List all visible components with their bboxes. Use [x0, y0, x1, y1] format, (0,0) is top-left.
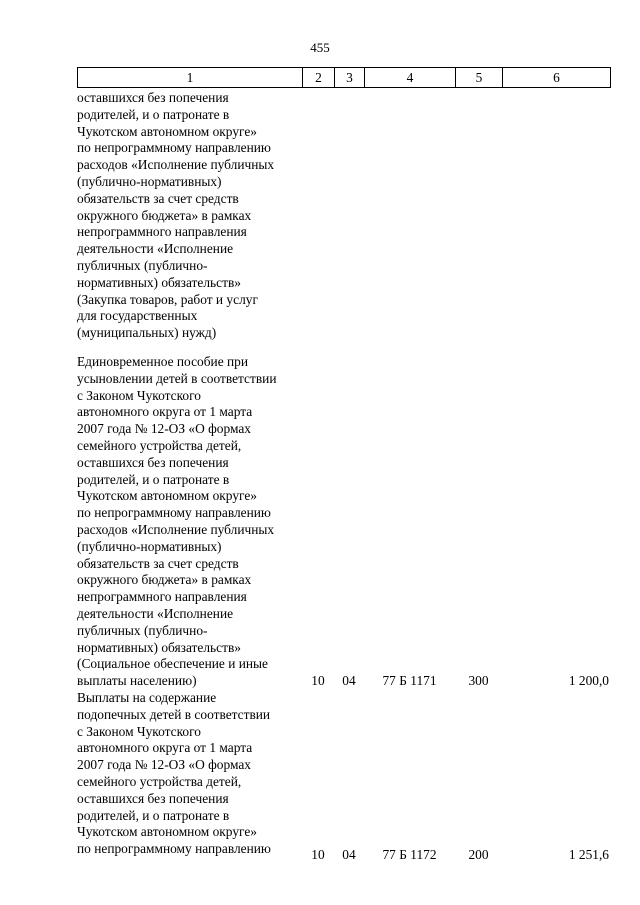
amount-value: 1 251,6 [568, 847, 609, 862]
column-header-6: 6 [503, 68, 611, 88]
amount-value: 1 200,0 [568, 673, 609, 688]
column-header-1: 1 [78, 68, 303, 88]
page-number: 455 [310, 40, 330, 55]
column-header-3: 3 [335, 68, 365, 88]
section-code: 10 [311, 673, 325, 688]
subsection-code: 04 [342, 847, 356, 862]
subsection-code: 04 [342, 673, 356, 688]
expense-type-code: 200 [468, 847, 489, 862]
row-description: Выплаты на содержание подопечных детей в соответствии с Законом Чукотского автономного округа от 1 марта 2007 года № 12-ОЗ «О формах семейного устройства детей, оставшихся без попечения родителей, и о патронате в Чукотском автономном округе» по непрограммному направлению [77, 690, 271, 857]
target-article-code: 77 Б 1172 [382, 847, 437, 862]
expense-type-code: 300 [468, 673, 489, 688]
column-header-table [77, 67, 611, 88]
column-header-5: 5 [456, 68, 503, 88]
row-description: Единовременное пособие при усыновлении детей в соответствии с Законом Чукотского автономного округа от 1 марта 2007 года № 12-ОЗ «О формах семейного устройства детей, оставшихся без попечения родителей, и о патронате в Чукотском автономном округе» по непрограммному направлению расходов «Исполнение публичных (публично-нормативных) обязательств за счет средств окружного бюджета» в рамках непрограммного направления деятельности «Исполнение публичных (публично- нормативных) обязательств» (Социальное обеспечение и иные выплаты населению) [77, 354, 277, 689]
row-description: оставшихся без попечения родителей, и о патронате в Чукотском автономном округе» по непрограммному направлению расходов «Исполнение публичных (публично-нормативных) обязательств за счет средств окружного бюджета» в рамках непрограммного направления деятельности «Исполнение публичных (публично- нормативных) обязательств» (Закупка товаров, работ и услуг для государственных (муниципальных) нужд) [77, 90, 275, 341]
section-code: 10 [311, 847, 325, 862]
target-article-code: 77 Б 1171 [382, 673, 437, 688]
column-header-4: 4 [365, 68, 456, 88]
column-header-2: 2 [303, 68, 335, 88]
